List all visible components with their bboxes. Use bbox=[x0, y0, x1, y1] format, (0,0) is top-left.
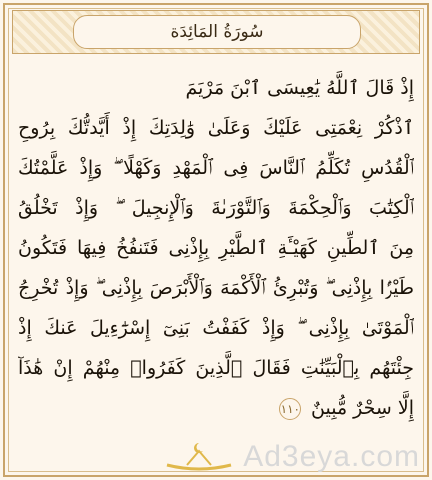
ayah-number-marker: ١١٠ bbox=[279, 398, 301, 420]
verse-line-1: إِذْ قَالَ ٱللَّهُ يَٰعِيسَى ٱبْنَ مَرْيَمَ bbox=[185, 77, 414, 99]
verse-line-6: طَيْرًۢا بِإِذْنِى ۖ وَتُبْرِئُ ٱلْأَكْمَهَ وَٱلْأَبْرَصَ بِإِذْنِى ۖ وَإِذْ تُخْرِجُ bbox=[18, 277, 414, 299]
verse-line-9-text: إِلَّا سِحْرٌ مُّبِينٌ bbox=[311, 397, 414, 419]
site-watermark bbox=[140, 438, 420, 476]
surah-header-band bbox=[12, 10, 420, 54]
verse-line-2: ٱذْكُرْ نِعْمَتِى عَلَيْكَ وَعَلَىٰ وَٰلِدَتِكَ إِذْ أَيَّدتُّكَ بِرُوحِ bbox=[18, 117, 414, 139]
surah-header-plate bbox=[73, 15, 361, 49]
verse-line-9 bbox=[18, 390, 414, 426]
verse-line-5: مِنَ ٱلطِّينِ كَهَيْـَٔةِ ٱلطَّيْرِ بِإِذْنِى فَتَنفُخُ فِيهَا فَتَكُونُ bbox=[18, 237, 414, 259]
verse-line-8: جِئْتَهُم بِٱلْبَيِّنَٰتِ فَقَالَ ٱلَّذِينَ كَفَرُوا۟ مِنْهُمْ إِنْ هَٰذَآ bbox=[18, 357, 414, 379]
surah-title: سُورَةُ المَائِدَة bbox=[170, 22, 264, 42]
verse-line-3: ٱلْقُدُسِ تُكَلِّمُ ٱلنَّاسَ فِى ٱلْمَهْدِ وَكَهْلًا ۖ وَإِذْ عَلَّمْتُكَ bbox=[18, 157, 414, 179]
verse-line-4: ٱلْكِتَٰبَ وَٱلْحِكْمَةَ وَٱلتَّوْرَىٰةَ وَٱلْإِنجِيلَ ۖ وَإِذْ تَخْلُقُ bbox=[18, 197, 414, 219]
watermark-text: Ad3eya.com bbox=[243, 440, 420, 473]
verse-line-7: ٱلْمَوْتَىٰ بِإِذْنِى ۖ وَإِذْ كَفَفْتُ بَنِىٓ إِسْرَٰٓءِيلَ عَنكَ إِذْ bbox=[18, 317, 414, 339]
crescent-logo-icon bbox=[159, 439, 239, 475]
verse-text-block bbox=[18, 70, 414, 466]
